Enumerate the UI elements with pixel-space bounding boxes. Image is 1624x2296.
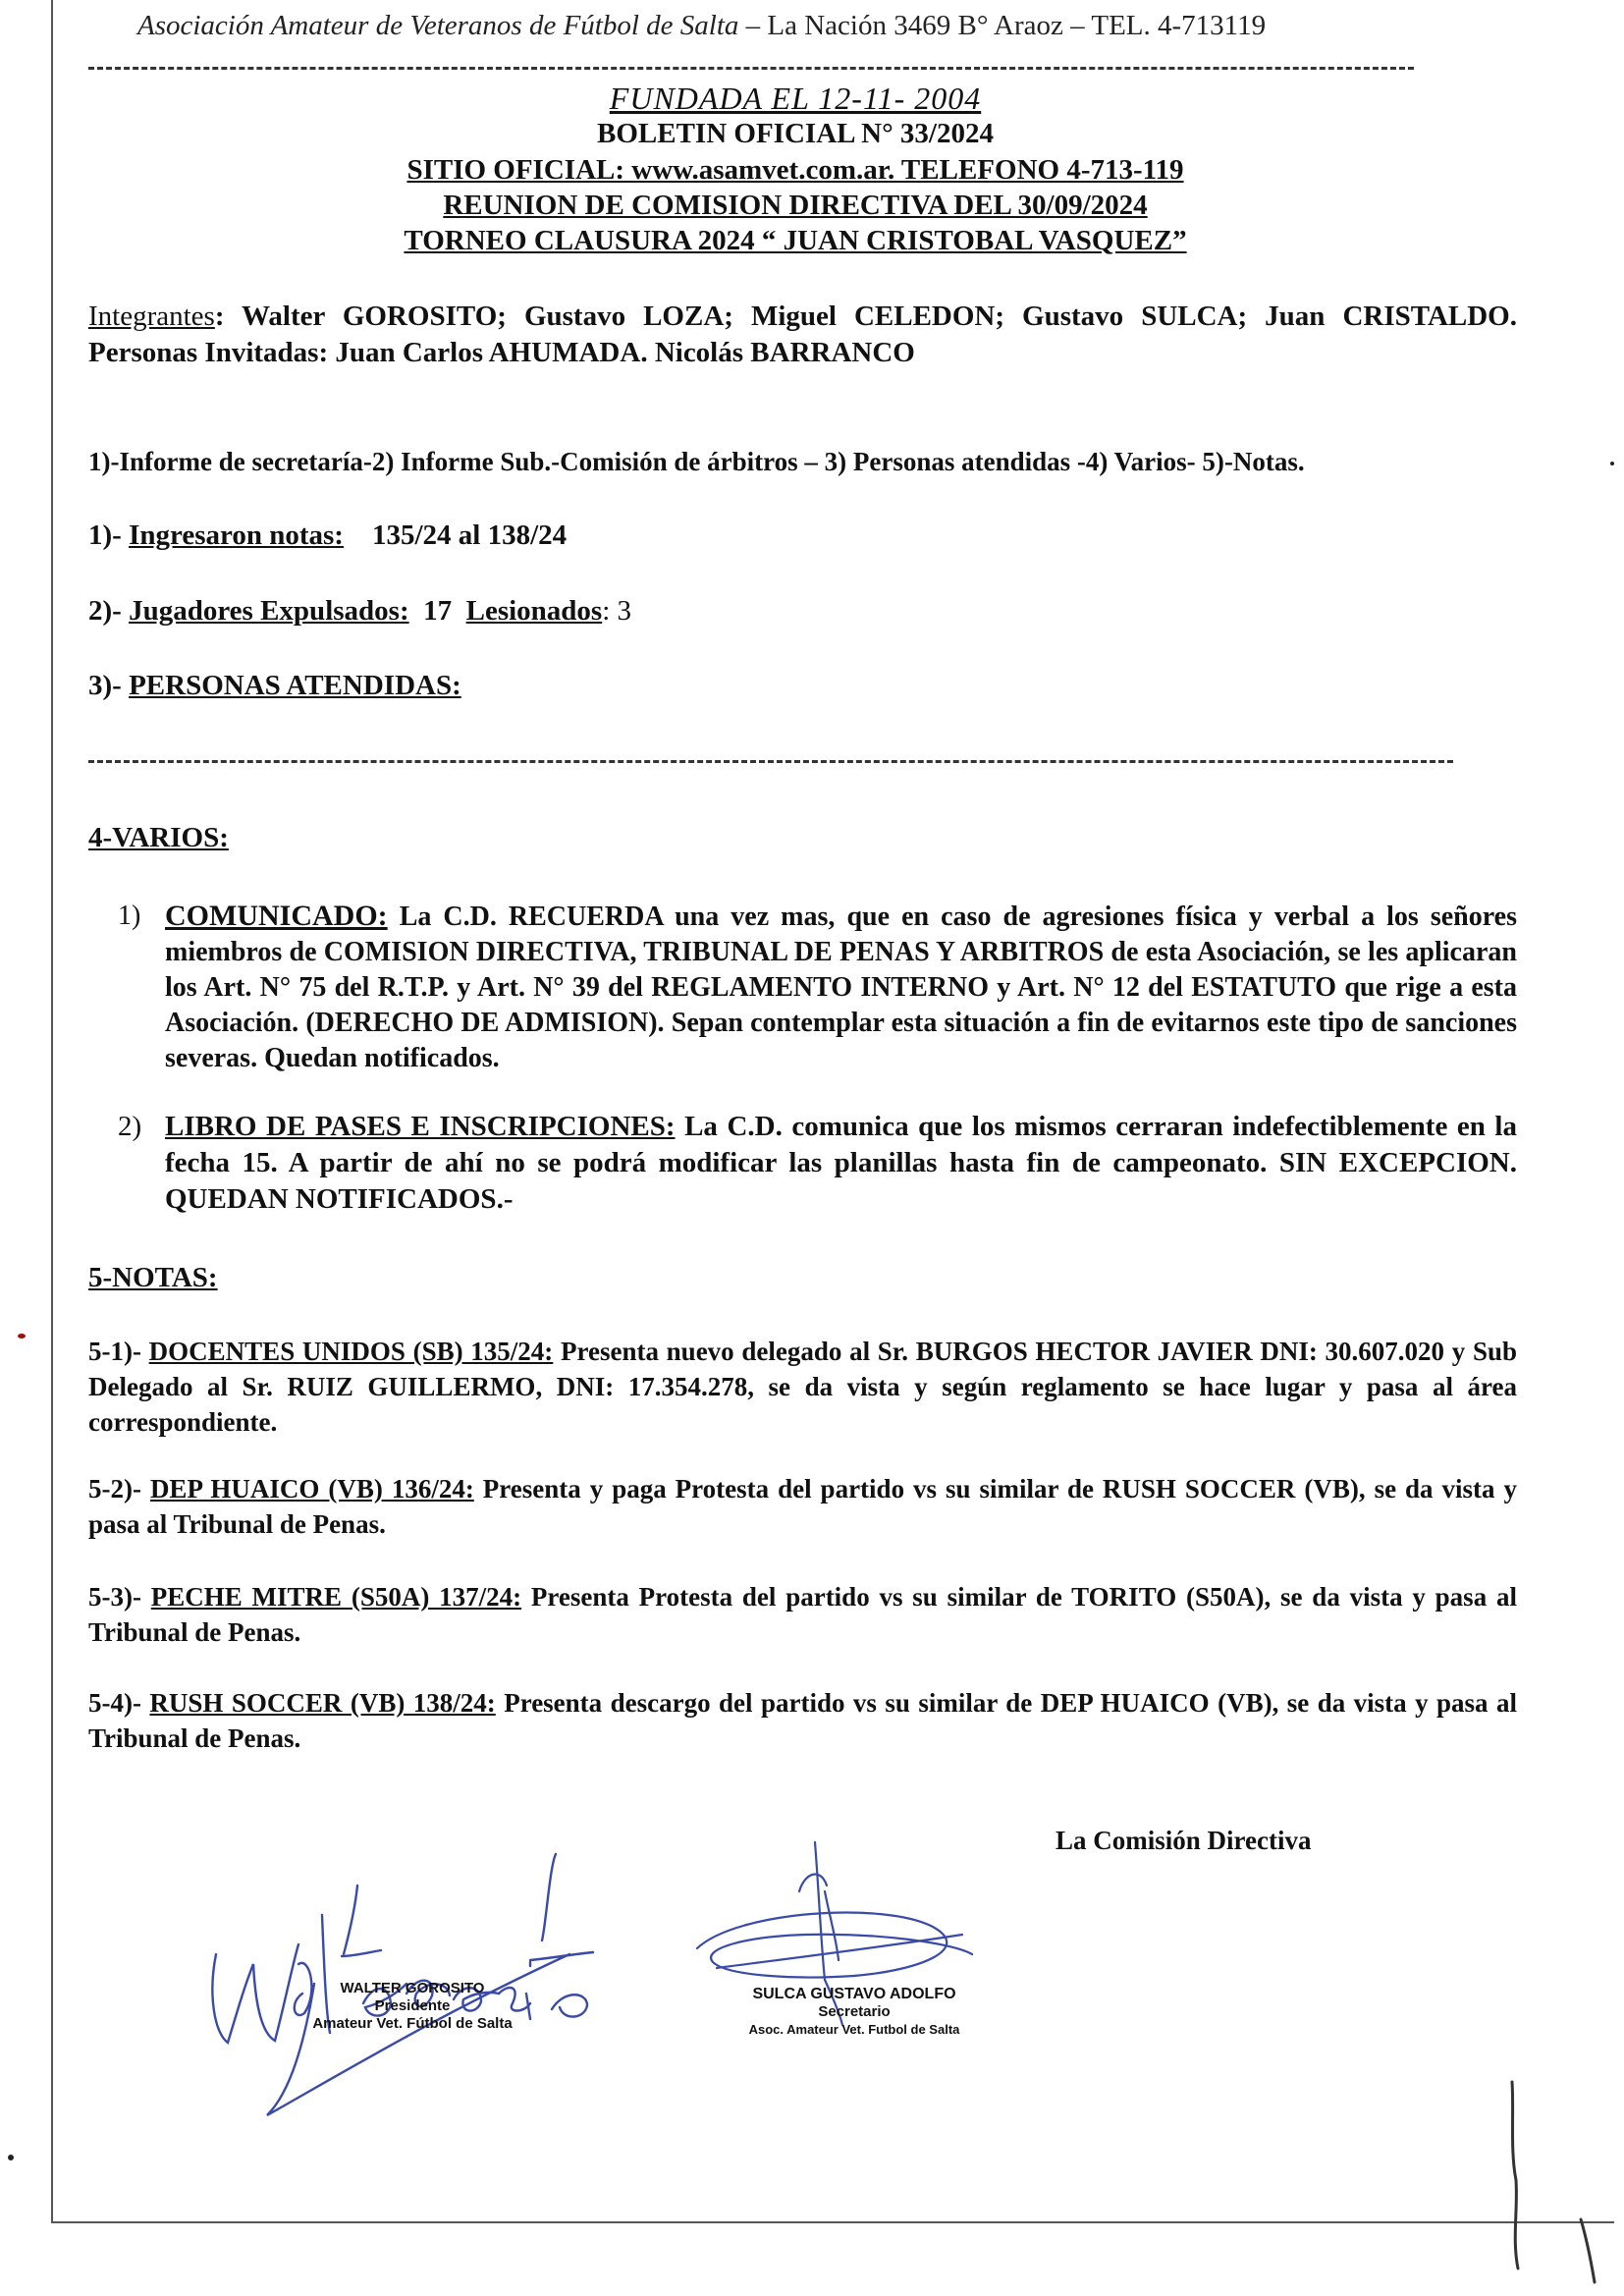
signature-left-name: WALTER GOROSITO [340, 1980, 485, 1996]
varios-item-1-number: 1) [118, 901, 141, 931]
closing-signoff: La Comisión Directiva [1056, 1826, 1312, 1855]
note-2-label: DEP HUAICO (VB) 136/24: [149, 1474, 474, 1503]
section1-label: Ingresaron notas: [129, 519, 344, 551]
letterhead [137, 10, 1551, 42]
tournament-title: TORNEO CLAUSURA 2024 “ JUAN CRISTOBAL VASQUEZ” [404, 225, 1187, 256]
signature-right-org: Asoc. Amateur Vet. Futbol de Salta [748, 2022, 960, 2037]
section-persons-attended [88, 668, 1517, 704]
note-item-3 [88, 1579, 1517, 1650]
varios-item-1-text: La C.D. RECUERDA una vez mas, que en caso de agresiones física y verbal a los señores miembros de COMISION DIRECTIVA, TRIBUNAL DE PENAS Y ARBITROS de esta Asociación, se les aplicaran los Art. N° 75 del R.T.P. y Art. N° 39 del REGLAMENTO INTERNO y Art. N° 12 del ESTATUTO que rige a esta Asociación. (DERECHO DE ADMISION). Sepan contemplar esta situación a fin de evitarnos este tipo de sanciones severas. Quedan notificados. [165, 902, 1517, 1073]
notas-heading: 5-NOTAS: [88, 1262, 218, 1293]
section2-prefix: 2)- [88, 595, 130, 627]
section3-label: PERSONAS ATENDIDAS: [129, 670, 461, 701]
signature-right-role: Secretario [818, 2003, 891, 2020]
scan-speck [8, 2155, 14, 2160]
bulletin-number: BOLETIN OFICIAL N° 33/2024 [597, 118, 994, 149]
founded-date: FUNDADA EL 12-11- 2004 [609, 81, 982, 116]
section-players [88, 593, 1517, 629]
section1-value: 135/24 al 138/24 [371, 519, 568, 551]
section-notes-received [88, 518, 1517, 554]
signature-left-role: Presidente [374, 1997, 451, 2014]
expelled-count: 17 [423, 595, 453, 627]
agenda: 1)-Informe de secretaría-2) Informe Sub.-Comisión de árbitros – 3) Personas atendidas -4) Varios- 5)-Notas. [88, 447, 1305, 476]
varios-item-2-label: LIBRO DE PASES E INSCRIPCIONES: [165, 1111, 676, 1142]
header-divider [88, 67, 1414, 70]
note-item-2 [88, 1471, 1517, 1542]
note-item-1 [88, 1334, 1517, 1440]
varios-item-2 [118, 1109, 1517, 1218]
scan-speck [1610, 462, 1614, 465]
section3-prefix: 3)- [88, 670, 130, 701]
varios-item-1 [118, 899, 1517, 1076]
note-4-prefix: 5-4)- [88, 1688, 150, 1718]
section1-prefix: 1)- [88, 519, 130, 551]
signature-left-stamp [295, 1980, 530, 2033]
members-label: Integrantes [88, 301, 215, 332]
note-2-prefix: 5-2)- [88, 1474, 150, 1503]
association-name: Asociación Amateur de Veteranos de Fútbol de Salta [137, 10, 739, 41]
signature-right-name: SULCA GUSTAVO ADOLFO [752, 1986, 956, 2002]
members-text: : Walter GOROSITO; Gustavo LOZA; Miguel CELEDON; Gustavo SULCA; Juan CRISTALDO. Personas Invitadas: Juan Carlos AHUMADA. Nicolás BARRANCO [88, 301, 1517, 368]
note-item-4 [88, 1685, 1517, 1756]
association-address: – La Nación 3469 B° Araoz – TEL. 4-713119 [745, 10, 1267, 41]
note-1-prefix: 5-1)- [88, 1337, 149, 1366]
note-4-label: RUSH SOCCER (VB) 138/24: [149, 1688, 496, 1718]
official-site: SITIO OFICIAL: www.asamvet.com.ar. TELEFONO 4-713-119 [406, 154, 1184, 186]
signature-left-org: Amateur Vet. Fútbol de Salta [312, 2015, 513, 2032]
scan-edge-mark [1492, 2072, 1610, 2288]
scan-speck [18, 1334, 26, 1339]
injured-label: Lesionados [465, 595, 603, 627]
section-divider [88, 760, 1453, 763]
note-3-prefix: 5-3)- [88, 1582, 151, 1612]
varios-heading: 4-VARIOS: [88, 822, 229, 853]
note-1-label: DOCENTES UNIDOS (SB) 135/24: [148, 1337, 554, 1366]
members-paragraph [88, 299, 1517, 371]
varios-item-1-label: COMUNICADO: [165, 900, 388, 932]
meeting-title: REUNION DE COMISION DIRECTIVA DEL 30/09/2024 [443, 190, 1148, 221]
varios-item-2-text: La C.D. comunica que los mismos cerraran indefectiblemente en la fecha 15. A partir de ahí no se podrá modificar las planillas hasta fin de campeonato. SIN EXCEPCION. QUEDAN NOTIFICADOS.- [165, 1111, 1517, 1215]
note-4-text: Presenta descargo del partido vs su similar de DEP HUAICO (VB), se da vista y pasa al Tribunal de Penas. [88, 1688, 1517, 1753]
note-3-label: PECHE MITRE (S50A) 137/24: [150, 1582, 522, 1612]
note-1-text: Presenta nuevo delegado al Sr. BURGOS HECTOR JAVIER DNI: 30.607.020 y Sub Delegado al Sr. RUIZ GUILLERMO, DNI: 17.354.278, se da vista y según reglamento se hace lugar y pasa al área correspondiente. [88, 1337, 1517, 1437]
note-3-text: Presenta Protesta del partido vs su similar de TORITO (S50A), se da vista y pasa al Tribunal de Penas. [88, 1582, 1517, 1647]
expelled-label: Jugadores Expulsados: [129, 595, 409, 627]
injured-count: : 3 [602, 595, 632, 627]
varios-item-2-number: 2) [118, 1111, 142, 1142]
note-2-text: Presenta y paga Protesta del partido vs su similar de RUSH SOCCER (VB), se da vista y pasa al Tribunal de Penas. [88, 1474, 1517, 1539]
signature-right-stamp [722, 1986, 987, 2039]
